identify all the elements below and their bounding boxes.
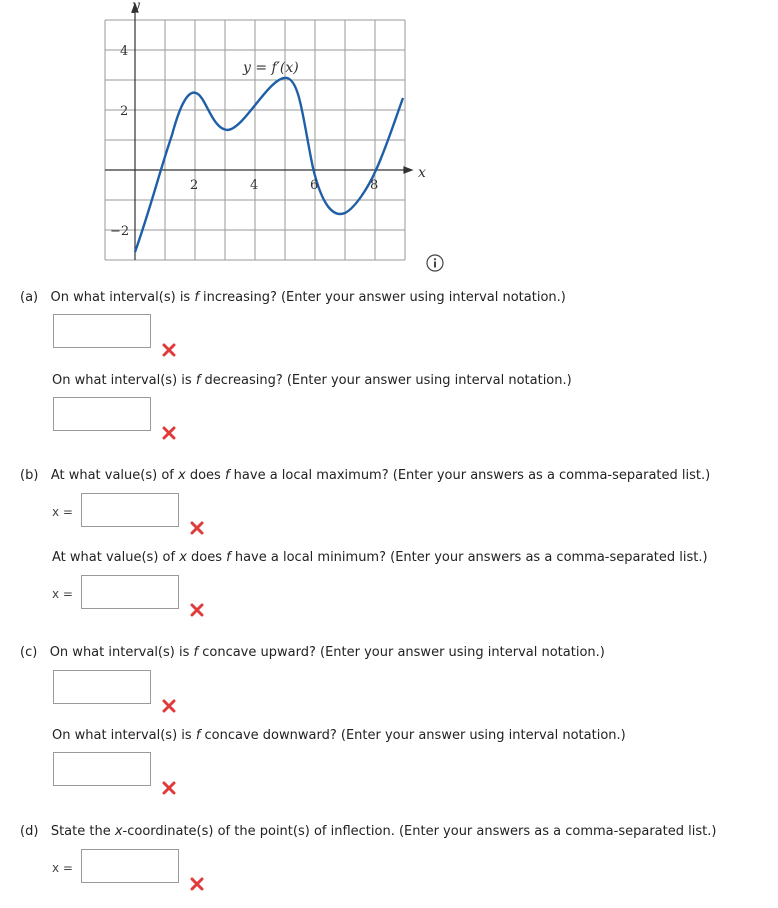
part-b-question-local-min [52,550,708,565]
x-tick-label: 4 [250,178,259,193]
decreasing-interval-input[interactable] [53,397,151,431]
question-text: concave downward? (Enter your answer using interval notation.) [200,728,626,743]
x-equals-label: x = [52,587,73,601]
incorrect-icon [190,521,204,535]
x-equals-label: x = [52,505,73,519]
incorrect-icon [162,343,176,357]
variable-f: f [195,373,201,388]
variable-x: x [179,550,187,565]
x-axis-label: x [418,165,426,181]
question-text: On what interval(s) is [52,728,196,743]
question-text: On what interval(s) is [50,290,195,305]
variable-f: f [194,290,199,305]
part-a-question-increasing [20,290,566,305]
part-c-question-concave-up [20,645,605,660]
question-text: does [186,550,227,565]
question-text: does [185,468,225,483]
x-tick-label: 8 [370,178,379,193]
incorrect-icon [162,426,176,440]
derivative-curve [135,78,403,252]
info-icon[interactable] [426,254,444,272]
question-text: -coordinate(s) of the point(s) of inflection. (Enter your answers as a comma-separated list.) [122,824,717,839]
concave-down-input[interactable] [53,752,151,786]
concave-up-input[interactable] [53,670,151,704]
question-text: have a local maximum? (Enter your answers as a comma-separated list.) [229,468,711,483]
y-axis-label: y [132,0,140,14]
part-letter: (d) [20,824,39,839]
part-a-question-decreasing [52,373,572,388]
function-label: y = f′(x) [243,60,299,76]
question-text: increasing? (Enter your answer using interval notation.) [198,290,566,305]
graph-axes [105,4,412,260]
part-d-question-inflection [20,824,716,839]
question-text: On what interval(s) is [49,645,194,660]
question-text: State the [50,824,115,839]
inflection-points-input[interactable] [81,849,179,883]
question-text: decreasing? (Enter your answer using interval notation.) [200,373,572,388]
part-letter: (b) [20,468,39,483]
incorrect-icon [190,877,204,891]
part-letter: (c) [20,645,38,660]
variable-x: x [114,824,123,839]
increasing-interval-input[interactable] [53,314,151,348]
part-letter: (a) [20,290,39,305]
x-tick-label: 2 [190,178,199,193]
local-max-input[interactable] [81,493,179,527]
x-equals-label: x = [52,861,73,875]
question-text: On what interval(s) is [52,373,196,388]
variable-f: f [193,645,199,660]
part-b-question-local-max [20,468,710,483]
x-tick-label: 6 [310,178,319,193]
variable-x: x [178,468,186,483]
question-text: At what value(s) of [52,550,180,565]
variable-f: f [226,550,231,565]
variable-f: f [224,468,230,483]
variable-f: f [195,728,201,743]
question-text: At what value(s) of [50,468,178,483]
question-text: concave upward? (Enter your answer using interval notation.) [198,645,605,660]
y-tick-label: 2 [120,104,129,119]
local-min-input[interactable] [81,575,179,609]
graph-grid [105,20,405,260]
incorrect-icon [162,699,176,713]
y-tick-label: −2 [110,224,130,239]
incorrect-icon [162,781,176,795]
question-text: have a local minimum? (Enter your answers as a comma-separated list.) [230,550,708,565]
derivative-graph [0,0,430,270]
y-tick-label: 4 [120,44,129,59]
incorrect-icon [190,603,204,617]
part-c-question-concave-down [52,728,626,743]
